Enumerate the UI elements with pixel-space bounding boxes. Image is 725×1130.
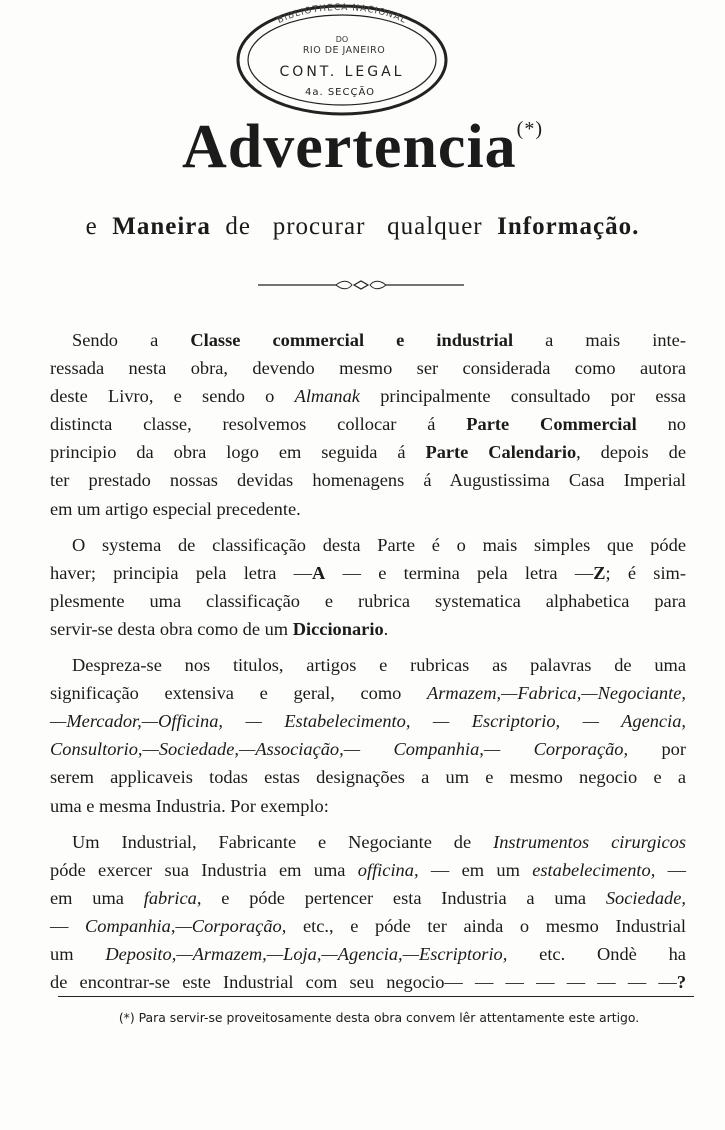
text-run: servir-se desta obra como de um (50, 618, 289, 639)
library-stamp (232, 2, 452, 120)
text-line: em um artigo especial precedente. (50, 498, 301, 519)
bold-run: A (312, 562, 326, 583)
text-line (50, 912, 686, 940)
subtitle-word: procurar (272, 213, 366, 240)
footnote: (*) Para servir-se proveitosamente desta obra convem lêr attentamente este artigo. (118, 1010, 640, 1025)
text-run: um (50, 943, 74, 964)
italic-run: Armazem,—Fabrica,—Negociante, (427, 683, 686, 704)
footnote-mark: (*) (516, 118, 543, 140)
text-line (50, 382, 686, 410)
text-line (50, 884, 686, 912)
subtitle-word: e (85, 213, 98, 240)
bold-run: Parte Calendario (425, 442, 577, 463)
text-line (50, 735, 686, 763)
text-run: Sendo a (72, 330, 159, 350)
stamp-line-seccao: 4a. SECÇÃO (304, 87, 376, 98)
bold-run: Diccionario (292, 618, 384, 639)
text-line (50, 410, 686, 438)
text-run: , depois de (576, 442, 686, 463)
subtitle-word: Informação. (497, 213, 640, 240)
text-line (50, 679, 686, 707)
italic-run: Instrumentos cirurgicos (493, 831, 686, 852)
italic-run: Almanak (294, 386, 360, 407)
stamp-arc-text: BIBLIOTHECA NACIONAL (275, 2, 409, 26)
dash-leader: — — — — — — — — (444, 972, 677, 993)
stamp-line-city: RIO DE JANEIRO (302, 45, 386, 56)
text-run: póde exercer sua Industria em uma (50, 859, 346, 880)
text-run: significação extensiva e geral, como (50, 683, 402, 704)
text-run: ; é sim- (605, 562, 686, 583)
text-run: a mais inte- (545, 330, 686, 350)
ornament-divider (258, 278, 464, 292)
text-run: Um Industrial, Fabricante e Negociante de (72, 831, 472, 852)
text-run: por (661, 739, 686, 760)
italic-run: Sociedade, (605, 887, 687, 908)
italic-run: —Mercador,—Officina, — Estabelecimento, — Escriptorio, — Agencia, (50, 711, 686, 732)
text-line (50, 438, 686, 466)
bold-run: industrial (436, 330, 514, 350)
text-run: de encontrar-se este Industrial com seu negocio (50, 972, 445, 993)
text-run: — em um (430, 859, 520, 880)
text-line: ter prestado nossas devidas homenagens á Augustissima Casa Imperial (50, 470, 686, 491)
subtitle-word: Maneira (112, 213, 211, 240)
text-run: deste Livro, e sendo o (50, 386, 275, 407)
text-line: O systema de classificação desta Parte é o mais simples que póde (72, 534, 686, 555)
title-text: Advertencia (181, 113, 517, 181)
text-run: — e termina pela letra — (342, 562, 594, 583)
text-line (50, 707, 686, 735)
text-run: principio da obra logo em seguida á (50, 442, 406, 463)
text-run: — (667, 859, 687, 880)
text-line (50, 940, 686, 968)
footnote-rule (58, 996, 694, 997)
text-run: principalmente consultado por essa (380, 386, 686, 407)
text-line (50, 326, 686, 354)
text-run: no (667, 414, 686, 435)
stamp-line-cont-legal: CONT. LEGAL (279, 64, 405, 80)
bold-run: Classe (190, 330, 241, 350)
subtitle (0, 213, 725, 241)
text-line: ressada nesta obra, devendo mesmo ser considerada como autora (50, 358, 686, 379)
bold-run: Z (593, 562, 606, 583)
text-run: — (50, 915, 69, 936)
text-run: haver; principia pela letra — (50, 562, 313, 583)
text-line (50, 856, 686, 884)
text-line (50, 828, 686, 856)
text-run: em uma (50, 887, 124, 908)
subtitle-word: qualquer (387, 213, 483, 240)
page-title (0, 112, 725, 183)
subtitle-word: de (225, 213, 251, 240)
text-line: serem applicaveis todas estas designações a um e mesmo negocio e a (50, 767, 686, 788)
italic-run: Consultorio,—Sociedade,—Associação,— Companhia,— Corporação, (50, 739, 629, 760)
italic-run: officina, (357, 859, 419, 880)
text-line: uma e mesma Industria. Por exemplo: (50, 795, 329, 816)
text-line: Despreza-se nos titulos, artigos e rubricas as palavras de uma (72, 655, 686, 676)
text-line (50, 968, 686, 996)
bold-run: ? (676, 972, 687, 993)
stamp-line-do: DO (335, 35, 349, 44)
italic-run: estabelecimento, (532, 859, 656, 880)
bold-run: e (396, 330, 405, 350)
text-run: distincta classe, resolvemos collocar á (50, 414, 436, 435)
italic-run: fabrica, (143, 887, 202, 908)
text-line: plesmente uma classificação e rubrica systematica alphabetica para (50, 590, 686, 611)
text-line (50, 615, 686, 643)
bold-run: Parte Commercial (466, 414, 637, 435)
italic-run: Deposito,—Armazem,—Loja,—Agencia,—Escriptorio, (105, 943, 508, 964)
bold-run: commercial (272, 330, 365, 350)
body-text (50, 326, 686, 996)
text-run: etc., e póde ter ainda o mesmo Industrial (302, 915, 686, 936)
text-run: e póde pertencer esta Industria a uma (221, 887, 587, 908)
text-line (50, 559, 686, 587)
italic-run: Companhia,—Corporação, (85, 915, 287, 936)
text-run: . (383, 618, 389, 639)
text-run: etc. Ondè ha (539, 943, 686, 964)
